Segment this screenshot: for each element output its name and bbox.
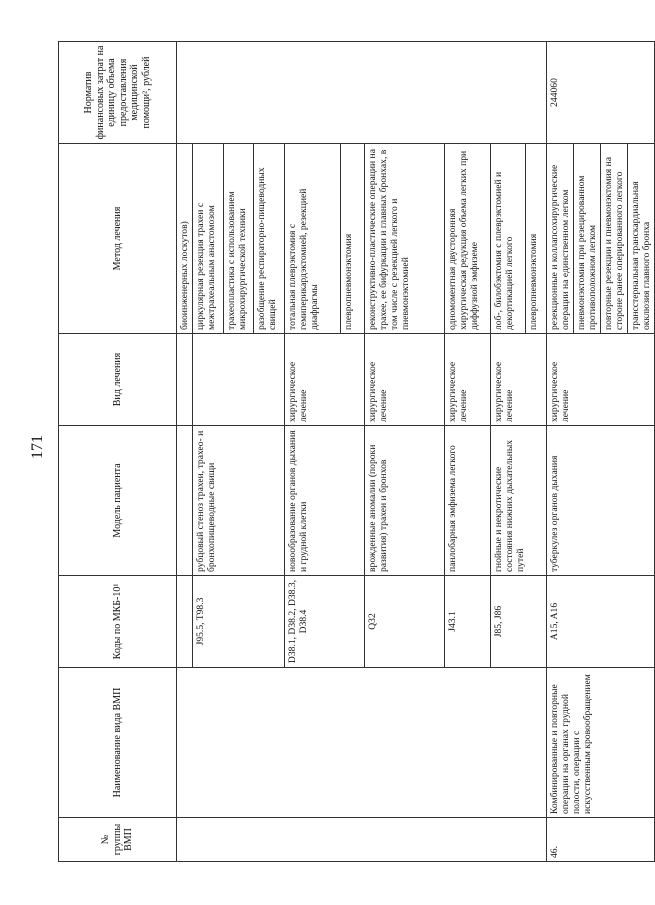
header-model: Модель пациента <box>59 426 177 576</box>
list-item: тотальная плеврэктомия с гемиперикардэктомией, резекцией диафрагмы <box>285 144 341 333</box>
cell-type: хирургическое лечение <box>491 334 547 426</box>
cell-code: J95.5, T98.3 <box>193 576 285 668</box>
cell-model: панлобарная эмфизема легкого <box>445 426 491 576</box>
list-item: трансстернальная транскардиальная окклюзия главного бронха <box>630 181 653 330</box>
header-method: Метод лечения <box>59 144 177 334</box>
header-num: № группы ВМП <box>59 818 177 862</box>
list-item: пневмонэктомия при резецированном противоположном легком <box>574 144 601 333</box>
list-item: плевропневмонэктомия <box>343 233 355 330</box>
cell-type: хирургическое лечение <box>445 334 491 426</box>
list-item: резекционные и коллапсохирургические операции на единственном легком <box>547 144 574 333</box>
header-codes: Коды по МКБ-10¹ <box>59 576 177 668</box>
list-item: лоб-, билобэктомия с плеврэктомией и декортикацией легкого <box>491 144 526 333</box>
cell-type <box>193 334 285 426</box>
cell-method: реконструктивно-пластические операции на трахее, ее бифуркации и главных бронхах, в том числе с резекцией легкого и пневмонэктомией <box>365 144 445 334</box>
cell-name <box>177 668 547 818</box>
cell-model: гнойные и некротические состояния нижних дыхательных путей <box>491 426 547 576</box>
cell-norm <box>177 42 547 144</box>
cell-code: J43.1 <box>445 576 491 668</box>
table-row-group-46 <box>547 42 655 862</box>
header-norm: Норматив финансовых затрат на единицу объема предоставления медицинской помощи², рублей <box>59 42 177 144</box>
list-item: плевропневмонэктомия <box>528 233 540 330</box>
list-item: циркулярная резекция трахеи с межтрахеальным анастомозом <box>193 144 223 333</box>
list-item: разобщение респираторно-пищеводных свищей <box>256 167 279 330</box>
list-item: повторные резекции и пневмонэктомия на стороне ранее оперированного легкого <box>601 144 628 333</box>
cell-model: врожденные аномалии (пороки развития) трахеи и бронхов <box>365 426 445 576</box>
document-sheet <box>58 42 653 862</box>
cell-type: хирургическое лечение <box>547 334 655 426</box>
cell-code: D38.1, D38.2, D38.3, D38.4 <box>285 576 365 668</box>
cell-code: J85, J86 <box>491 576 547 668</box>
cell-method: одномоментная двусторонняя хирургическая редукция объема легких при диффузной эмфиземе <box>445 144 491 334</box>
cell-model: рубцовый стеноз трахеи, трахео- и бронхопищеводные свищи <box>193 426 285 576</box>
table-row <box>177 42 193 862</box>
cell-code: Q32 <box>365 576 445 668</box>
cell-code: A15, A16 <box>547 576 655 668</box>
cell-num: 46. <box>547 818 655 862</box>
cell-name: Комбинированные и повторные операции на органах грудной полости, операции с искусственным кровообращением <box>547 668 655 818</box>
cell-method: биоинженерных лоскутов) <box>177 144 193 334</box>
cell-model: туберкулез органов дыхания <box>547 426 655 576</box>
cell-norm: 244060 <box>547 42 655 144</box>
list-item: трахеопластика с использованием микрохирургической техники <box>223 144 254 333</box>
cell-num <box>177 818 547 862</box>
cell-type: хирургическое лечение <box>285 334 365 426</box>
cell-model: новообразование органов дыхания и грудной клетки <box>285 426 365 576</box>
cell-type: хирургическое лечение <box>365 334 445 426</box>
header-name: Наименование вида ВМП <box>59 668 177 818</box>
page-number: 171 <box>29 435 46 459</box>
header-type: Вид лечения <box>59 334 177 426</box>
header-row <box>59 42 177 862</box>
vmp-table <box>58 41 655 862</box>
